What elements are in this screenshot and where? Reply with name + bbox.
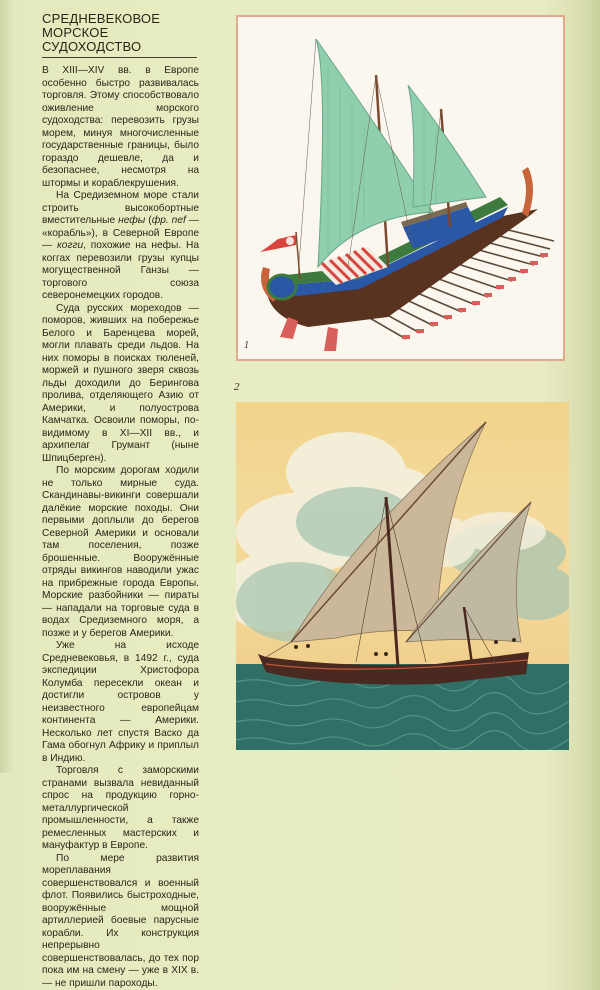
title-underline [42,57,197,58]
paragraph-3: Суда русских мореходов — поморов, живших на побережье Белого и Баренцева морей, могли плавать среди льдов. На них поморы в поисках тюленей, моржей и пушного зверя сквозь льды доходили до Берингова пролива, отделяющего Азию от Америки, и полуострова Камчатка. Освоили поморы, по-видимому в XI—XII вв., и архипелаг Грумант (ныне Шпицберген). [42,303,199,466]
illustration-2-caravel [236,402,569,750]
paragraph-5: Уже на исходе Средневековья, в 1492 г., суда экспедиции Христофора Колумба пересекли океан и достигли островов у неизвестного европейцам континента — Америки. Несколько лет спустя Васко да Гама обогнул Африку и приплыл в Индию. [42,640,199,765]
article-title [42,12,199,54]
article-column [42,12,199,990]
caravel-painting [236,402,569,750]
illustration-1-number: 1 [244,340,249,351]
page-gutter-shadow [0,0,14,773]
p2-text-b: ( [145,215,151,226]
p2-text-c: — «корабль»), в Северной Европе — [42,215,199,251]
term-kogg: когги [57,240,83,251]
paragraph-1: В XIII—XIV вв. в Европе особенно быстро развивалась торговля. Этому способствовало оживление морского судоходства: перевозить грузы морем, минуя многочисленные государственные границы, было гораздо дешевле, да и безопаснее, несмотря на штормы и кораблекрушения. [42,65,199,190]
p2-text-a: На Средиземном море стали строить высокобортные вместительные [42,190,199,226]
title-line-2: МОРСКОЕ СУДОХОДСТВО [42,26,199,54]
title-line-1: СРЕДНЕВЕКОВОЕ [42,12,199,26]
paragraph-7: По мере развития мореплавания совершенствовался и военный флот. Появились быстроходные, вооружённые мощной артиллерией боевые парусные корабли. Их конструкция непрерывно совершенствовалась, до тех пор пока им на смену — уже в XIX в. — не пришли пароходы. [42,853,199,990]
paragraph-2 [42,190,199,303]
term-nef: нефы [118,215,145,226]
illustration-2-number: 2 [234,381,240,393]
paragraph-6: Торговля с заморскими странами вызвала невиданный спрос на продукцию горно-металлургической промышленности, а также ремесленных мастерских и мануфактур в Европе. [42,765,199,853]
illustration-1-galley [236,15,565,361]
paragraph-4: По морским дорогам ходили не только мирные суда. Скандинавы-викинги совершали далёкие морские походы. Они первыми доплыли до берегов Северной Америки и основали там поселения, позже брошенные. Вооружённые отряды викингов наводили ужас на прибрежные города Европы. Морские разбойники — пираты — нападали на торговые суда в водах Средиземного моря, а позже и у берегов Америки. [42,465,199,640]
p2-text-d: , похожие на нефы. На коггах перевозили грузы купцы могущественной Ганзы — торгового союза северонемецких городов. [42,240,199,301]
galley-drawing [238,17,563,359]
term-fr-nef: фр. nef [152,215,186,226]
